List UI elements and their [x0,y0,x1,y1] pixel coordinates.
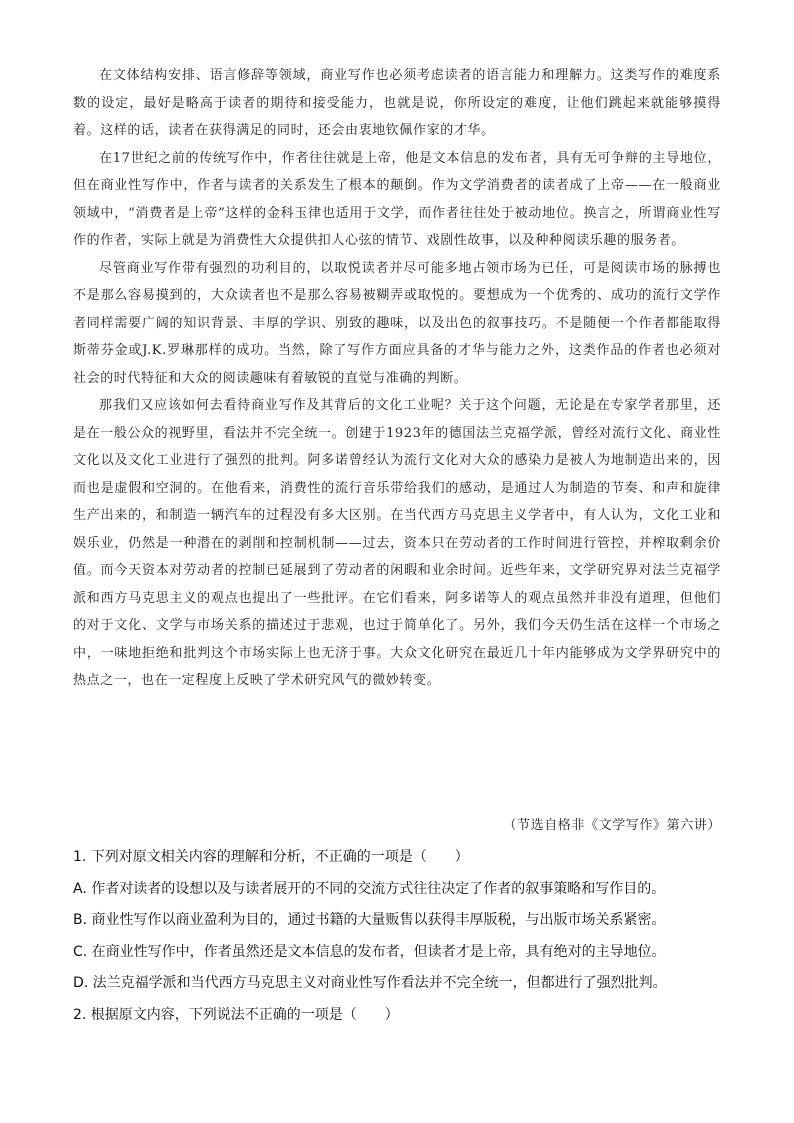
reading-passage [73,62,721,695]
passage-paragraph-2: 在17世纪之前的传统写作中，作者往往就是上帝，他是文本信息的发布者，具有无可争辩的主导地位，但在商业性写作中，作者与读者的关系发生了根本的颠倒。作为文学消费者的读者成了上帝——在一般商业领域中，“消费者是上帝”这样的金科玉律也适用于文学，而作者往往处于被动地位。换言之，所谓商业性写作的作者，实际上就是为消费性大众提供扣人心弦的情节、戏剧性故事，以及种种阅读乐趣的服务者。 [73,150,721,248]
passage-paragraph-1: 在文体结构安排、语言修辞等领域，商业写作也必须考虑读者的语言能力和理解力。这类写作的难度系数的设定，最好是略高于读者的期待和接受能力，也就是说，你所设定的难度，让他们跳起来就能够摸得着。这样的话，读者在获得满足的同时，还会由衷地钦佩作家的才华。 [73,68,721,138]
question-2-stem: 2. 根据原文内容，下列说法不正确的一项是（ ） [73,1006,399,1023]
passage-paragraph-4: 那我们又应该如何去看待商业写作及其背后的文化工业呢？关于这个问题，无论是在专家学者那里，还是在一般公众的视野里，看法并不完全统一。创建于1923年的德国法兰克福学派，曾经对流行文化、商业性文化以及文化工业进行了强烈的批判。阿多诺曾经认为流行文化对大众的感染力是被人为地制造出来的，因而也是虚假和空洞的。在他看来，消费性的流行音乐带给我们的感动，是通过人为制造的节奏、和声和旋律生产出来的，和制造一辆汽车的过程没有多大区别。在当代西方马克思主义学者中，有人认为，文化工业和娱乐业，仍然是一种潜在的剥削和控制机制——过去，资本只在劳动者的工作时间进行管控，并榨取剩余价值。而今天资本对劳动者的控制已延展到了劳动者的闲暇和业余时间。近些年来，文学研究界对法兰克福学派和西方马克思主义的观点也提出了一些批评。在它们看来，阿多诺等人的观点虽然并非没有道理，但他们的对于文化、文学与市场关系的描述过于悲观，也过于简单化了。另外，我们今天仍生活在这样一个市场之中，一味地拒绝和批判这个市场实际上也无济于事。大众文化研究在最近几十年内能够成为文学界研究中的热点之一，也在一定程度上反映了学术研究风气的微妙转变。 [73,398,721,688]
question-1-option-b: B. 商业性写作以商业盈利为目的，通过书籍的大量贩售以获得丰厚版税，与出版市场关系紧密。 [73,912,666,928]
question-1-stem: 1. 下列对原文相关内容的理解和分析，不正确的一项是（ ） [73,849,469,865]
passage-source: （节选自格非《文学写作》第六讲） [503,818,721,833]
question-block [73,842,733,1031]
question-1-option-a: A. 作者对读者的设想以及与读者展开的不同的交流方式往往决定了作者的叙事策略和写作目的。 [73,880,666,897]
passage-paragraph-3: 尽管商业写作带有强烈的功利目的，以取悦读者并尽可能多地占领市场为已任，可是阅读市场的脉搏也不是那么容易摸到的，大众读者也不是那么容易被糊弄或取悦的。要想成为一个优秀的、成功的流行文学作者同样需要广阔的知识背景、丰厚的学识、别致的趣味，以及出色的叙事技巧。不是随便一个作者都能取得斯蒂芬金或J.K.罗琳那样的成功。当然，除了写作方面应具备的才华与能力之外，这类作品的作者也必须对社会的时代特征和大众的阅读趣味有着敏锐的直觉与准确的判断。 [73,260,721,386]
question-1-option-c: C. 在商业性写作中，作者虽然还是文本信息的发布者，但读者才是上帝，具有绝对的主导地位。 [73,943,666,960]
question-1-option-d: D. 法兰克福学派和当代西方马克思主义对商业性写作看法并不完全统一，但都进行了强烈批判。 [73,975,667,991]
